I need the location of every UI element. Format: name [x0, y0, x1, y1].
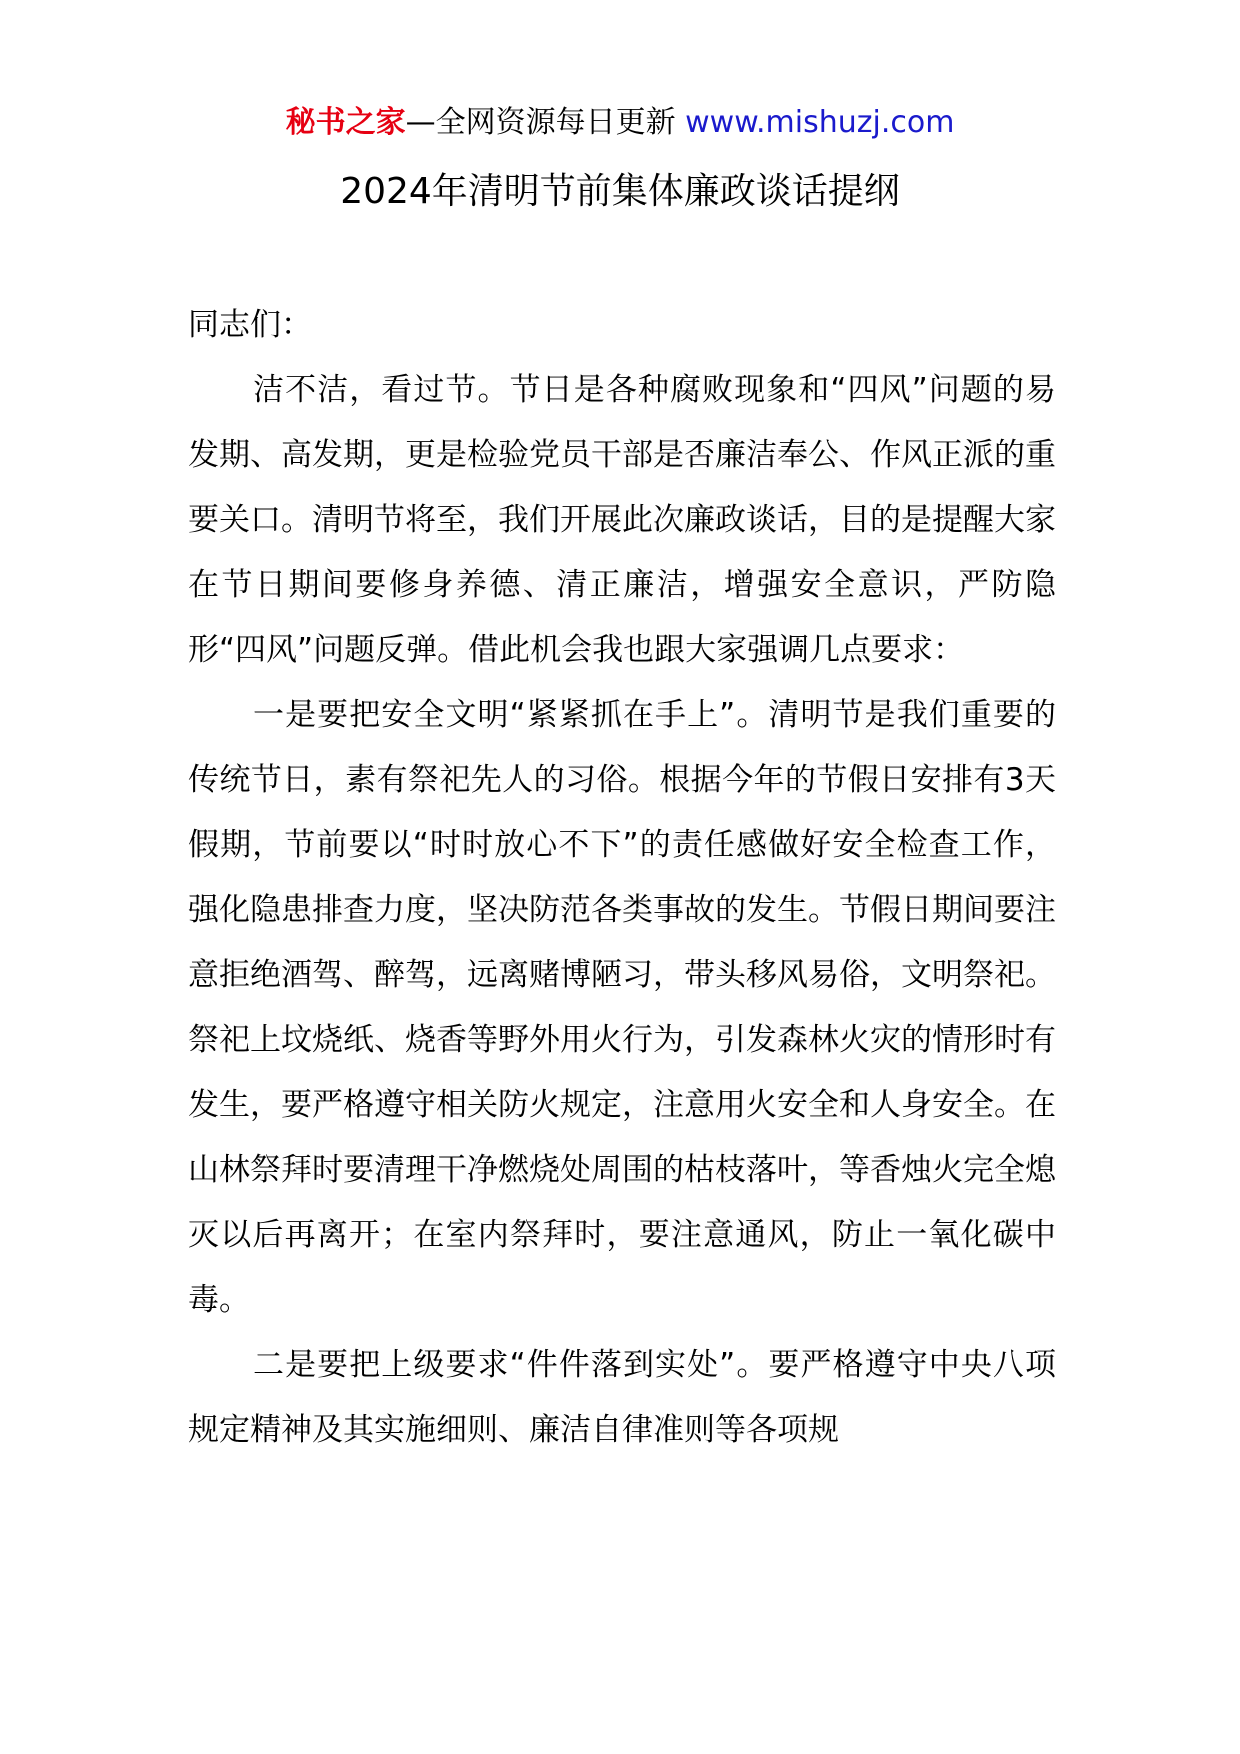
brand-name: 秘书之家: [285, 105, 406, 140]
document-title: 2024年清明节前集体廉政谈话提纲: [340, 171, 900, 212]
paragraph-point-two: 二是要把上级要求“件件落到实处”。要严格遵守中央八项规定精神及其实施细则、廉洁自律准则等各项规: [188, 1347, 1056, 1448]
site-header: [0, 103, 1240, 143]
paragraph-intro: 洁不洁，看过节。节日是各种腐败现象和“四风”问题的易发期、高发期，更是检验党员干部是否廉洁奉公、作风正派的重要关口。清明节将至，我们开展此次廉政谈话，目的是提醒大家在节日期间要修身养德、清正廉洁，增强安全意识，严防隐形“四风”问题反弹。借此机会我也跟大家强调几点要求：: [188, 372, 1056, 668]
paragraph-point-one: 一是要把安全文明“紧紧抓在手上”。清明节是我们重要的传统节日，素有祭祀先人的习俗。根据今年的节假日安排有3天假期，节前要以“时时放心不下”的责任感做好安全检查工作，强化隐患排查力度，坚决防范各类事故的发生。节假日期间要注意拒绝酒驾、醉驾，远离赌博陋习，带头移风易俗，文明祭祀。祭祀上坟烧纸、烧香等野外用火行为，引发森林火灾的情形时有发生，要严格遵守相关防火规定，注意用火安全和人身安全。在山林祭拜时要清理干净燃烧处周围的枯枝落叶，等香烛火完全熄灭以后再离开；在室内祭拜时，要注意通风，防止一氧化碳中毒。: [188, 697, 1056, 1318]
salutation: 同志们：: [188, 307, 312, 343]
document-body: [188, 293, 1056, 1463]
site-url-link[interactable]: www.mishuzj.com: [685, 105, 955, 140]
header-tagline: —全网资源每日更新: [405, 105, 686, 140]
